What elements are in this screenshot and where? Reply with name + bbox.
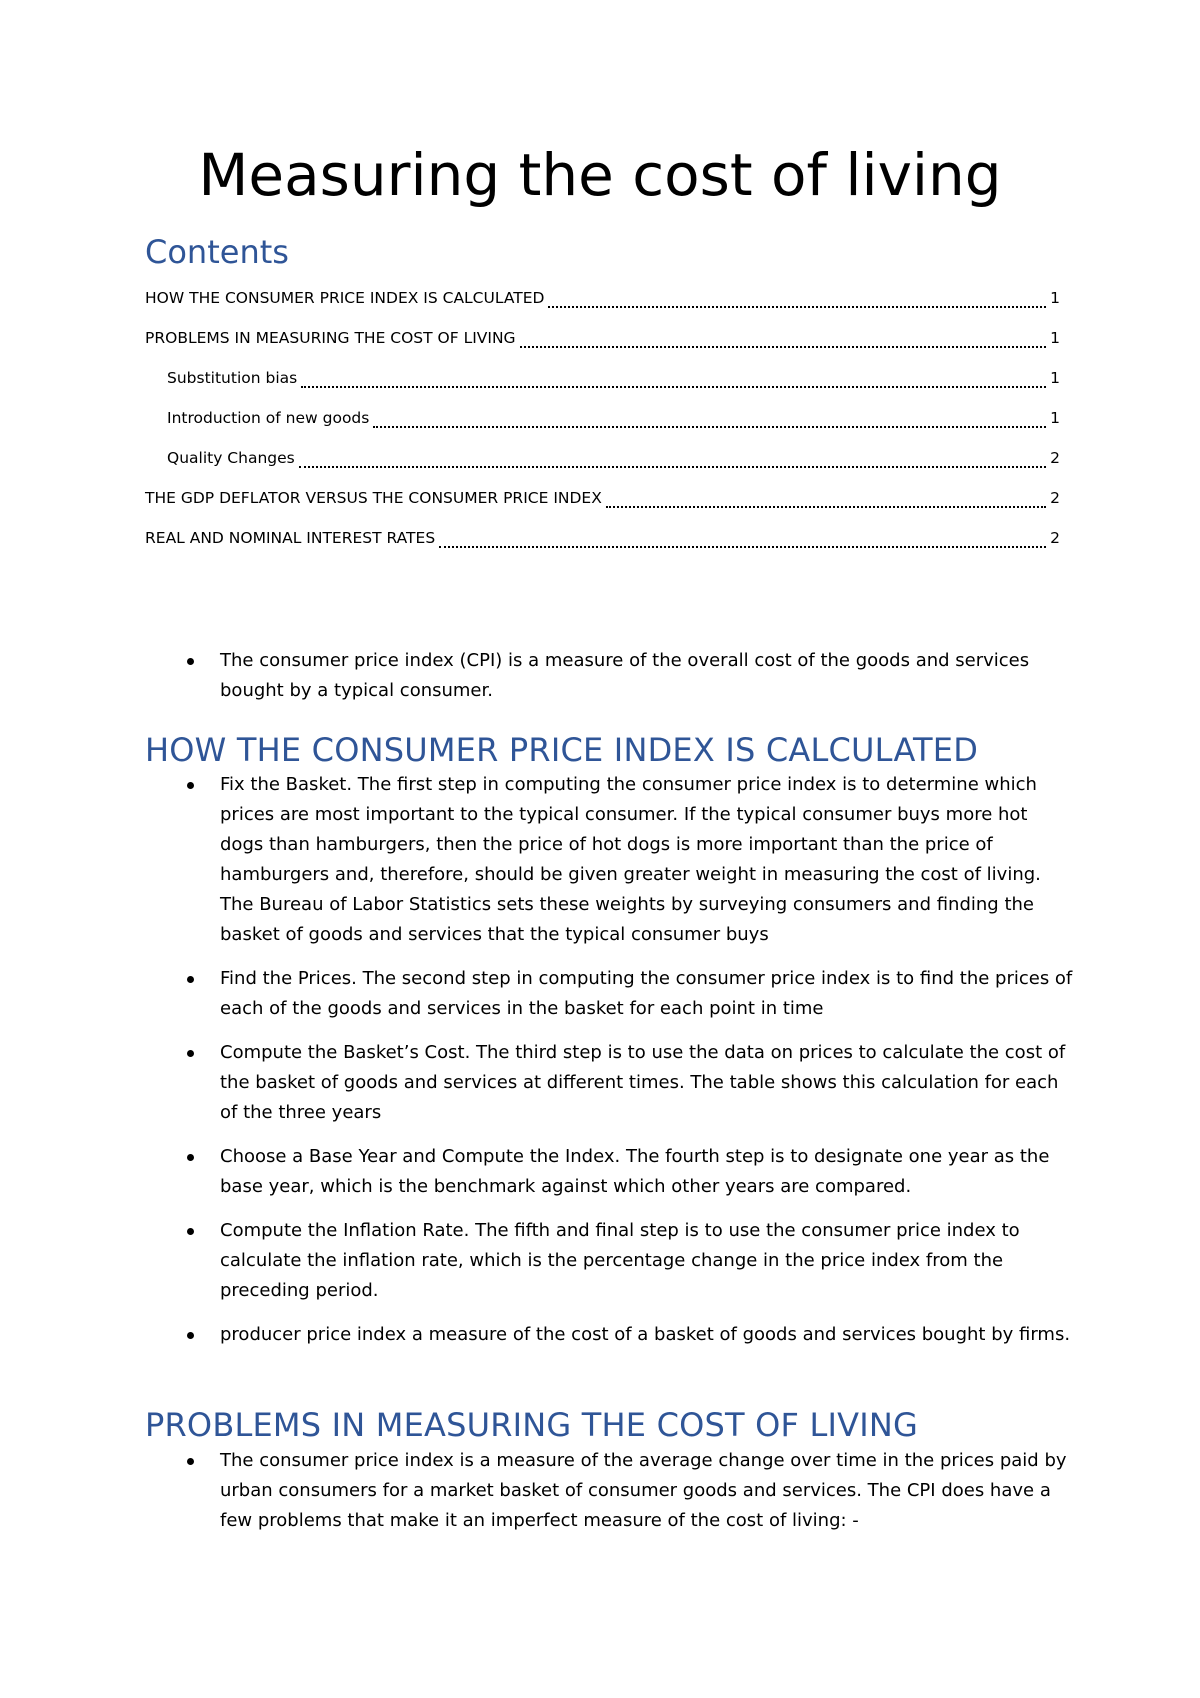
cpi-calculation-bullet-list [145, 770, 1075, 1350]
list-item-text: The consumer price index is a measure of the average change over time in the prices paid by urban consumers for a market basket of consumer goods and services. The CPI does have a few problems that make it an imperfect measure of the cost of living: - [220, 1450, 1067, 1531]
toc-page-number: 2 [1050, 489, 1060, 507]
toc-entry[interactable] [145, 398, 1060, 438]
toc-entry[interactable] [145, 278, 1060, 318]
intro-bullet-list [145, 646, 1075, 706]
list-item-text: Find the Prices. The second step in computing the consumer price index is to find the prices of each of the goods and services in the basket for each point in time [220, 968, 1073, 1019]
toc-entry[interactable] [145, 318, 1060, 358]
toc-entry[interactable] [145, 358, 1060, 398]
toc-dot-leader [606, 492, 1046, 508]
list-item-text: producer price index a measure of the cost of a basket of goods and services bought by firms. [220, 1324, 1071, 1345]
list-item-text: Compute the Inflation Rate. The fifth and final step is to use the consumer price index to calculate the inflation rate, which is the percentage change in the price index from the preceding period. [220, 1220, 1020, 1301]
toc-entry[interactable] [145, 518, 1060, 558]
list-item [145, 964, 1075, 1024]
toc-entry[interactable] [145, 478, 1060, 518]
list-item-text: The consumer price index (CPI) is a measure of the overall cost of the goods and services bought by a typical consumer. [220, 650, 1030, 701]
bullet-icon [187, 1228, 194, 1235]
measurement-problems-bullet-list [145, 1446, 1075, 1536]
section-heading-measurement-problems: PROBLEMS IN MEASURING THE COST OF LIVING [145, 1406, 919, 1444]
toc-dot-leader [299, 452, 1046, 468]
section-heading-cpi-calculation: HOW THE CONSUMER PRICE INDEX IS CALCULATED [145, 731, 979, 769]
bullet-icon [187, 782, 194, 789]
list-item [145, 1038, 1075, 1128]
list-item [145, 770, 1075, 950]
toc-entry[interactable] [145, 438, 1060, 478]
bullet-icon [187, 1050, 194, 1057]
toc-page-number: 1 [1050, 289, 1060, 307]
toc-dot-leader [439, 532, 1046, 548]
toc-dot-leader [301, 372, 1046, 388]
list-item [145, 1446, 1075, 1536]
toc-dot-leader [520, 332, 1047, 348]
toc-dot-leader [373, 412, 1046, 428]
toc-entry-label: Substitution bias [167, 369, 298, 387]
list-item-text: Compute the Basket’s Cost. The third step is to use the data on prices to calculate the cost of the basket of goods and services at different times. The table shows this calculation for each of the three years [220, 1042, 1066, 1123]
bullet-icon [187, 976, 194, 983]
toc-page-number: 1 [1050, 369, 1060, 387]
bullet-icon [187, 1332, 194, 1339]
list-item-text: Choose a Base Year and Compute the Index. The fourth step is to designate one year as the base year, which is the benchmark against which other years are compared. [220, 1146, 1050, 1197]
list-item [145, 646, 1075, 706]
toc-page-number: 1 [1050, 329, 1060, 347]
list-item [145, 1216, 1075, 1306]
bullet-icon [187, 1458, 194, 1465]
toc-entry-label: Introduction of new goods [167, 409, 370, 427]
toc-dot-leader [548, 292, 1046, 308]
list-item [145, 1142, 1075, 1202]
toc-page-number: 1 [1050, 409, 1060, 427]
toc-page-number: 2 [1050, 449, 1060, 467]
table-of-contents [145, 278, 1060, 558]
toc-entry-label: Quality Changes [167, 449, 295, 467]
toc-entry-label: THE GDP DEFLATOR VERSUS THE CONSUMER PRICE INDEX [145, 489, 602, 507]
toc-entry-label: HOW THE CONSUMER PRICE INDEX IS CALCULATED [145, 289, 545, 307]
document-title: Measuring the cost of living [198, 141, 1002, 209]
bullet-icon [187, 1154, 194, 1161]
toc-entry-label: PROBLEMS IN MEASURING THE COST OF LIVING [145, 329, 516, 347]
list-item [145, 1320, 1075, 1350]
list-item-text: Fix the Basket. The first step in computing the consumer price index is to determine which prices are most important to the typical consumer. If the typical consumer buys more hot dogs than hamburgers, then the price of hot dogs is more important than the price of hamburgers and, therefore, should be given greater weight in measuring the cost of living. The Bureau of Labor Statistics sets these weights by surveying consumers and finding the basket of goods and services that the typical consumer buys [220, 774, 1041, 945]
contents-heading: Contents [145, 233, 289, 271]
toc-page-number: 2 [1050, 529, 1060, 547]
bullet-icon [187, 658, 194, 665]
toc-entry-label: REAL AND NOMINAL INTEREST RATES [145, 529, 436, 547]
